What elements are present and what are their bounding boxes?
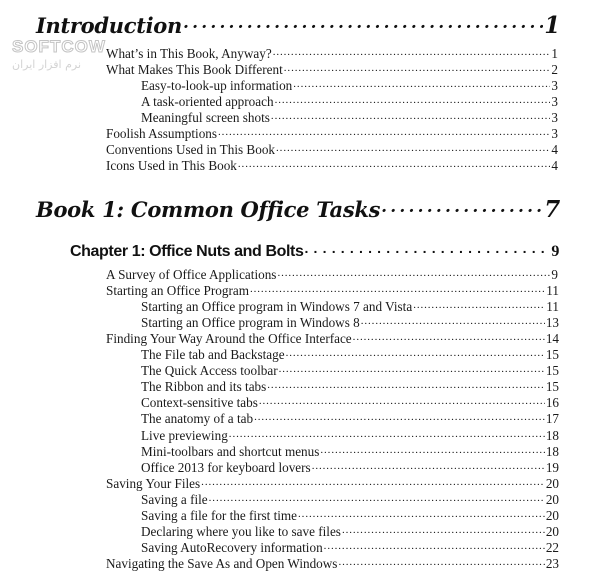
entry-title: Navigating the Save As and Open Windows [106, 556, 338, 572]
entry-title: Finding Your Way Around the Office Interface [106, 331, 352, 347]
entry-title: Starting an Office program in Windows 8 [141, 315, 360, 331]
toc-entry[interactable] [106, 157, 558, 174]
dot-leader [312, 459, 545, 472]
toc-entry[interactable] [106, 125, 558, 142]
entry-title: The anatomy of a tab [141, 411, 254, 427]
page-number: 19 [545, 460, 559, 476]
entry-title: Conventions Used in This Book [106, 142, 276, 158]
entry-title: Saving Your Files [106, 476, 201, 492]
dot-leader [201, 475, 545, 488]
dot-leader [229, 427, 545, 440]
dot-leader [238, 157, 551, 170]
toc-entry[interactable] [141, 523, 559, 540]
chapter-title: Chapter 1: Office Nuts and Bolts [70, 243, 304, 260]
entry-title: Mini-toolbars and shortcut menus [141, 444, 320, 460]
part-title: Book 1: Common Office Tasks [36, 197, 381, 222]
toc-part-book-1[interactable] [36, 196, 560, 223]
entry-title: Saving a file [141, 492, 208, 508]
page-number: 1 [551, 46, 558, 62]
dot-leader [293, 77, 550, 90]
dot-leader [218, 125, 550, 138]
toc-entry[interactable] [106, 266, 558, 283]
toc-entry[interactable] [141, 443, 559, 460]
entry-title: A task-oriented approach [141, 94, 274, 110]
page-number: 23 [545, 556, 559, 572]
page-number: 9 [551, 267, 558, 283]
entry-title: Icons Used in This Book [106, 158, 237, 174]
entry-title: A Survey of Office Applications [106, 267, 277, 283]
toc-entry[interactable] [141, 427, 559, 444]
entry-title: Saving AutoRecovery information [141, 540, 323, 556]
entry-title: The File tab and Backstage [141, 347, 285, 363]
page-number: 17 [545, 411, 559, 427]
dot-leader [413, 298, 545, 311]
entry-title: Starting an Office Program [106, 283, 249, 299]
page-number: 13 [545, 315, 559, 331]
toc-entry[interactable] [106, 282, 559, 299]
toc-chapter-1[interactable] [70, 240, 559, 261]
dot-leader [279, 362, 545, 375]
toc-entry[interactable] [141, 314, 559, 331]
page-number: 15 [545, 379, 559, 395]
dot-leader [342, 523, 545, 536]
dot-leader [353, 330, 545, 343]
toc-entry[interactable] [141, 491, 559, 508]
dot-leader [286, 346, 545, 359]
toc-entry[interactable] [141, 77, 558, 94]
page-number: 14 [545, 331, 559, 347]
entry-title: Meaningful screen shots [141, 110, 270, 126]
toc-entry[interactable] [141, 459, 559, 476]
dot-leader [271, 109, 550, 122]
toc-entry[interactable] [141, 410, 559, 427]
dot-leader [254, 410, 545, 423]
dot-leader [276, 141, 550, 154]
toc-part-introduction[interactable] [36, 12, 560, 39]
toc-entry[interactable] [106, 475, 559, 492]
toc-entry[interactable] [106, 61, 558, 78]
page-number: 20 [545, 476, 559, 492]
watermark-arabic-text: نرم افزار ایران [12, 58, 82, 71]
page-number: 20 [545, 524, 559, 540]
part-title: Introduction [36, 13, 182, 38]
dot-leader [209, 491, 545, 504]
page-number: 2 [551, 62, 558, 78]
entry-title: Foolish Assumptions [106, 126, 218, 142]
dot-leader [381, 196, 543, 217]
page-number: 16 [545, 395, 559, 411]
entry-title: What’s in This Book, Anyway? [106, 46, 272, 62]
page-number: 3 [551, 126, 558, 142]
toc-entry[interactable] [141, 362, 559, 379]
toc-entry[interactable] [141, 346, 559, 363]
dot-leader [320, 443, 544, 456]
toc-entry[interactable] [106, 555, 559, 572]
page-number: 11 [546, 283, 559, 299]
toc-entry[interactable] [141, 298, 559, 315]
entry-title: Starting an Office program in Windows 7 and Vista [141, 299, 413, 315]
dot-leader [267, 378, 545, 391]
page-number: 4 [551, 158, 558, 174]
page-number: 9 [551, 243, 559, 260]
watermark-latin-text: SOFTCOW [12, 37, 106, 56]
page-number: 7 [544, 196, 560, 223]
page-number: 4 [551, 142, 558, 158]
page-number: 20 [545, 492, 559, 508]
entry-title: The Ribbon and its tabs [141, 379, 267, 395]
page-number: 18 [545, 444, 559, 460]
dot-leader [259, 394, 545, 407]
toc-entry[interactable] [106, 330, 559, 347]
dot-leader [361, 314, 545, 327]
entry-title: What Makes This Book Different [106, 62, 283, 78]
page-number: 3 [551, 94, 558, 110]
page-number: 20 [545, 508, 559, 524]
entry-title: Context-sensitive tabs [141, 395, 258, 411]
dot-leader [273, 45, 551, 58]
dot-leader [298, 507, 545, 520]
toc-entry[interactable] [141, 93, 558, 110]
entry-title: Saving a file for the first time [141, 508, 298, 524]
dot-leader [284, 61, 551, 74]
toc-entry[interactable] [141, 394, 559, 411]
page-number: 11 [546, 299, 559, 315]
dot-leader [338, 555, 544, 568]
page-number: 3 [551, 78, 558, 94]
entry-title: Easy-to-look-up information [141, 78, 293, 94]
toc-entry[interactable] [141, 378, 559, 395]
entry-title: Office 2013 for keyboard lovers [141, 460, 311, 476]
page-number: 1 [544, 12, 560, 39]
toc-entry[interactable] [141, 539, 559, 556]
page-number: 22 [545, 540, 559, 556]
dot-leader [183, 12, 543, 33]
dot-leader [275, 93, 551, 106]
toc-entry[interactable] [106, 45, 558, 62]
dot-leader [304, 240, 550, 256]
entry-title: Live previewing [141, 428, 228, 444]
toc-entry[interactable] [106, 141, 558, 158]
page-number: 3 [551, 110, 558, 126]
toc-entry[interactable] [141, 109, 558, 126]
entry-title: Declaring where you like to save files [141, 524, 341, 540]
page-number: 15 [545, 347, 559, 363]
dot-leader [324, 539, 545, 552]
dot-leader [250, 282, 545, 295]
entry-title: The Quick Access toolbar [141, 363, 278, 379]
toc-entry[interactable] [141, 507, 559, 524]
page-number: 18 [545, 428, 559, 444]
page-number: 15 [545, 363, 559, 379]
dot-leader [277, 266, 550, 279]
